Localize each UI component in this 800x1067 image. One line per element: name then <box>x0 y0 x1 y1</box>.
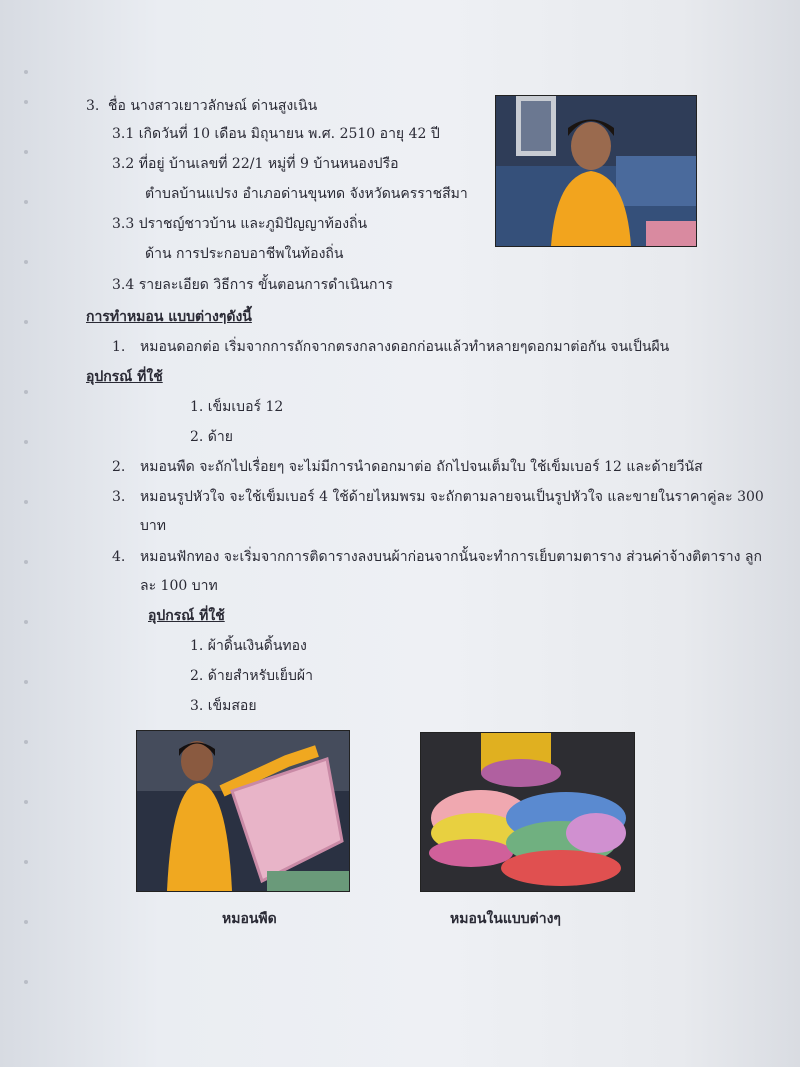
equipment-heading-2: อุปกรณ์ ที่ใช้ <box>148 608 225 624</box>
address-line-2: ตำบลบ้านแปรง อำเภอด่านขุนทด จังหวัดนครราชสีมา <box>145 186 468 202</box>
binder-hole <box>24 560 28 564</box>
binder-hole <box>24 260 28 264</box>
pillow-type-1-text: หมอนดอกต่อ เริ่มจากการถักจากตรงกลางดอกก่อนแล้วทำหลายๆดอกมาต่อกัน จนเป็นผืน <box>140 339 670 355</box>
pillow-type-2-text: หมอนพืด จะถักไปเรื่อยๆ จะไม่มีการนำดอกมาต่อ ถักไปจนเต็มใบ ใช้เข็มเบอร์ 12 และด้ายวีนัส <box>140 459 703 475</box>
binder-hole <box>24 200 28 204</box>
address-line-1: 3.2 ที่อยู่ บ้านเลขที่ 22/1 หมู่ที่ 9 บ้านหนองปรือ <box>112 156 399 172</box>
caption-right: หมอนในแบบต่างๆ <box>450 911 561 927</box>
detail-heading: 3.4 รายละเอียด วิธีการ ขั้นตอนการดำเนินการ <box>112 277 393 293</box>
binder-hole <box>24 740 28 744</box>
equipment-item: 1. ผ้าดิ้นเงินดิ้นทอง <box>190 638 307 654</box>
binder-hole <box>24 980 28 984</box>
woven-pillow-photo <box>136 730 350 892</box>
portrait-photo <box>495 95 697 247</box>
binder-hole <box>24 860 28 864</box>
binder-hole <box>24 390 28 394</box>
binder-hole <box>24 320 28 324</box>
binder-hole <box>24 500 28 504</box>
item-number: 3. <box>86 98 100 114</box>
pillow-type-3-text: หมอนรูปหัวใจ จะใช้เข็มเบอร์ 4 ใช้ด้ายไหมพรม จะถักตามลายจนเป็นรูปหัวใจ และขายในราคาคู่ละ 300 <box>140 489 764 505</box>
binder-hole <box>24 70 28 74</box>
wisdom-line-1: 3.3 ปราชญ์ชาวบ้าน และภูมิปัญญาท้องถิ่น <box>112 216 368 232</box>
equipment-item: 1. เข็มเบอร์ 12 <box>190 399 284 415</box>
equipment-item: 2. ด้ายสำหรับเย็บผ้า <box>190 668 313 684</box>
list-item-number: 4. <box>112 549 126 565</box>
binder-hole <box>24 620 28 624</box>
birth-info: 3.1 เกิดวันที่ 10 เดือน มิถุนายน พ.ศ. 2510 อายุ 42 ปี <box>112 126 440 142</box>
binder-hole <box>24 440 28 444</box>
person-name: ชื่อ นางสาวเยาวลักษณ์ ด่านสูงเนิน <box>108 98 318 114</box>
list-item-number: 1. <box>112 339 126 355</box>
section-title: การทำหมอน แบบต่างๆดังนี้ <box>86 309 252 325</box>
binder-hole <box>24 680 28 684</box>
equipment-item: 3. เข็มสอย <box>190 698 257 714</box>
pillow-type-4-text-cont: ละ 100 บาท <box>140 578 218 594</box>
assorted-pillows-photo <box>420 732 635 892</box>
list-item-number: 3. <box>112 489 126 505</box>
equipment-heading: อุปกรณ์ ที่ใช้ <box>86 369 163 385</box>
binder-hole <box>24 800 28 804</box>
pillow-type-3-text-cont: บาท <box>140 518 166 534</box>
binder-hole <box>24 100 28 104</box>
caption-left: หมอนพืด <box>222 911 277 927</box>
equipment-item: 2. ด้าย <box>190 429 233 445</box>
pillow-type-4-text: หมอนฟักทอง จะเริ่มจากการติดารางลงบนผ้าก่อนจากนั้นจะทำการเย็บตามตาราง ส่วนค่าจ้างติตาราง ลูก <box>140 549 762 565</box>
binder-hole <box>24 150 28 154</box>
wisdom-line-2: ด้าน การประกอบอาชีพในท้องถิ่น <box>145 246 344 262</box>
binder-hole <box>24 920 28 924</box>
list-item-number: 2. <box>112 459 126 475</box>
